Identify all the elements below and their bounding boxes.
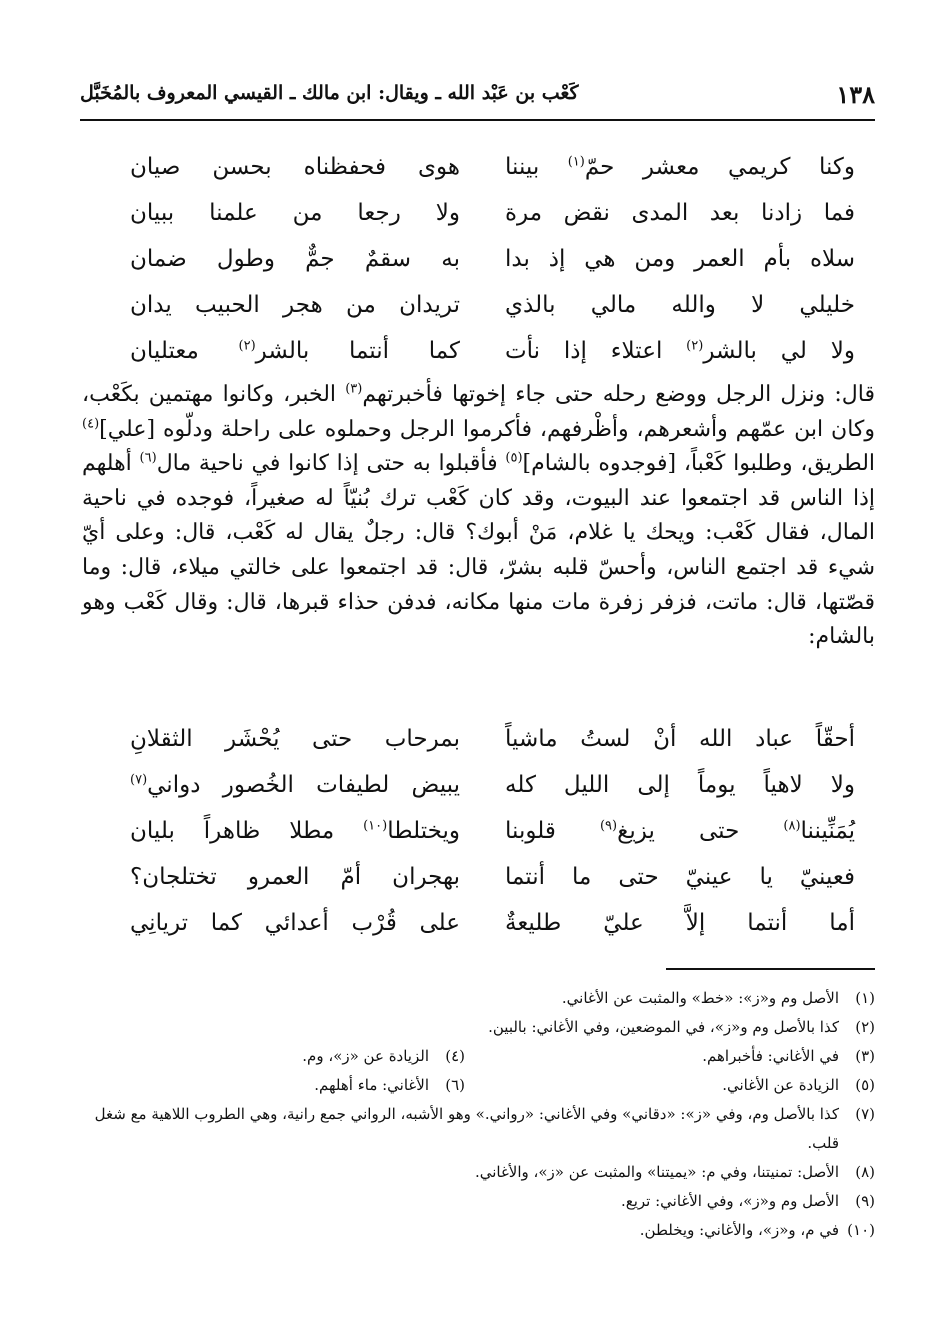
footnote: [722, 1071, 875, 1100]
prose-paragraph: [82, 378, 875, 655]
footnote-row: [82, 1071, 875, 1100]
verse-line: [110, 286, 855, 332]
footnote-text: الزيادة عن الأغاني.: [722, 1076, 839, 1094]
footnote-marker: (٤): [82, 416, 100, 432]
second-hemistich: تريدان من هجر الحبيب يدان: [130, 292, 460, 318]
verse-line: [110, 240, 855, 286]
footnote-number: (٩): [855, 1192, 875, 1210]
footnote-number: (٨): [855, 1163, 875, 1181]
poem-block-1: [110, 148, 855, 378]
footnote-number: (٤): [445, 1047, 465, 1065]
first-hemistich: وكنا كريمي معشر حمّ$^{(١)}$ بيننا: [505, 154, 855, 180]
first-hemistich: أحقّاً عباد الله أنْ لستُ ماشياً: [505, 726, 855, 752]
footnote-marker: (٩): [599, 818, 618, 834]
page-number: ١٣٨: [836, 80, 875, 109]
verse-line: [110, 148, 855, 194]
footnote-text: كذا بالأصل وم و«ز»، في الموضعين، وفي الأغاني: بالبين.: [488, 1018, 839, 1036]
second-hemistich: هوى فحفظناه بحسن صيان: [130, 154, 460, 180]
first-hemistich: أما أنتما إلاَّ عليّ طليعةٌ: [505, 910, 855, 936]
footnote: [314, 1071, 465, 1100]
page-header: [80, 80, 875, 116]
footnote: [302, 1042, 465, 1071]
verse-line: [110, 194, 855, 240]
second-hemistich: به سقمٌ جمٌّ وطول ضمان: [130, 246, 460, 272]
first-hemistich: سلاه بأم العمر ومن هي إذ بدا: [505, 246, 855, 272]
footnote-marker: (٨): [783, 818, 801, 834]
running-title: كَعْب بن عَبْد الله ـ ويقال: ابن مالك ـ القيسي المعروف بالمُخَبَّل: [80, 82, 579, 104]
footnote-number: (١): [855, 989, 875, 1007]
footnote-number: (٢): [855, 1018, 875, 1036]
footnote: [82, 1158, 875, 1187]
footnote-text: كذا بالأصل وم، وفي «ز»: «دقاني» وفي الأغاني: «رواني.» وهو الأشبه، الرواني جمع رانية، وهي الطروب اللاهية مع شغل قلب.: [94, 1105, 839, 1152]
footnote-marker: (٢): [686, 338, 704, 354]
footnote-marker: (٢): [238, 338, 256, 354]
first-hemistich: يُمَنِّيننا$^{(٨)}$ حتى يزيغ$^{(٩)}$ قلوبنا: [505, 818, 856, 844]
verse-line: [110, 332, 855, 378]
footnote-marker: (٣): [345, 381, 363, 397]
footnote-row: [82, 1042, 875, 1071]
second-hemistich: بهجران أمّ العمرو تختلجان؟: [130, 864, 460, 890]
footnote-text: الأصل: تمنيتنا، وفي م: «يميتنا» والمثبت عن «ز»، والأغاني.: [474, 1163, 839, 1181]
footnote-text: في م، و«ز»، والأغاني: ويخلطن.: [639, 1221, 839, 1239]
footnote-marker: (٦): [139, 450, 157, 466]
verse-line: [110, 812, 855, 858]
footnote-text: الأصل وم و«ز»، وفي الأغاني: تريع.: [620, 1192, 839, 1210]
second-hemistich: يبيض لطيفات الخُصور دواني$^{(٧)}$: [130, 772, 460, 798]
footnote-text: الزيادة عن «ز»، وم.: [302, 1047, 429, 1065]
first-hemistich: ولا لاهياً يوماً إلى الليل كله: [505, 772, 855, 798]
verse-line: [110, 904, 855, 950]
first-hemistich: فما زادنا بعد المدى نقض مرة: [505, 200, 855, 226]
second-hemistich: على قُرْب أعدائي كما تريانِي: [130, 910, 460, 936]
first-hemistich: خليلي لا والله مالي بالذي: [505, 292, 855, 318]
verse-line: [110, 766, 855, 812]
first-hemistich: ولا لي بالشر$^{(٢)}$ اعتلاء إذا نأت: [505, 338, 855, 364]
header-rule: [80, 119, 875, 121]
footnote: [82, 1100, 875, 1158]
footnote: [82, 984, 875, 1013]
footnote-number: (٣): [855, 1047, 875, 1065]
footnote-number: (١٠): [847, 1221, 875, 1239]
verse-line: [110, 720, 855, 766]
footnote: [82, 1013, 875, 1042]
footnote-separator: [666, 968, 875, 970]
poem-block-2: [110, 720, 855, 950]
second-hemistich: كما أنتما بالشر$^{(٢)}$ معتليان: [130, 338, 461, 364]
footnote-text: الأصل وم و«ز»: «خط» والمثبت عن الأغاني.: [561, 989, 839, 1007]
footnote: [82, 1216, 875, 1245]
footnotes: [82, 984, 875, 1245]
footnote-text: الأغاني: ماء أهلهم.: [314, 1076, 429, 1094]
verse-line: [110, 858, 855, 904]
footnote-marker: (٧): [130, 772, 148, 788]
footnote-number: (٦): [445, 1076, 465, 1094]
footnote: [82, 1187, 875, 1216]
footnote-marker: (٥): [505, 450, 523, 466]
second-hemistich: ويختلطا$^{(١٠)}$ مطلا ظاهراً بليان: [130, 818, 460, 844]
second-hemistich: بمرحاب حتى يُحْشَر الثقلانِ: [130, 726, 460, 752]
footnote-number: (٥): [855, 1076, 875, 1094]
footnote-text: في الأغاني: فأخبراهم.: [702, 1047, 839, 1065]
footnote: [702, 1042, 875, 1071]
prose-text: قال: ونزل الرجل ووضع رحله حتى جاء إخوتها فأخبرتهم$^{(٣)}$ الخبر، وكانوا مهتمين بكَعْب، وكان ابن عمّهم وأشعرهم، وأظْرفهم، فأكرموا الرجل وحملوه على راحلة ودلّوه [علي]$^{(٤)}$ الطريق، وطلبوا كَعْباً، [فوجدوه بالشام]$^{(٥)}$ فأقبلوا به حتى إذا كانوا في ناحية مال$^{(٦)}$ أهلهم إذا الناس قد اجتمعوا عند البيوت، وقد كان كَعْب ترك بُنيّاً له صغيراً، فوجده في ناحية المال، فقال كَعْب: ويحك يا غلام، مَنْ أبوك؟ قال: رجلٌ يقال له كَعْب، قال: وعلى أيّ شيء قد اجتمع الناس، وأحسّ قلبه بشرّ، قال: قد اجتمعوا على خالتي ميلاء، قال: وما قصّتها، قال: ماتت، فزفر زفرة مات منها مكانه، فدفن حذاء قبرها، قال: وقال كَعْب وهو بالشام:: [82, 381, 876, 650]
footnote-number: (٧): [855, 1105, 875, 1123]
footnote-marker: (١): [567, 154, 585, 170]
second-hemistich: ولا رجعا من علمنا ببيان: [130, 200, 460, 226]
first-hemistich: فعينيّ يا عينيّ حتى ما أنتما: [505, 864, 855, 890]
footnote-marker: (١٠): [363, 818, 388, 834]
